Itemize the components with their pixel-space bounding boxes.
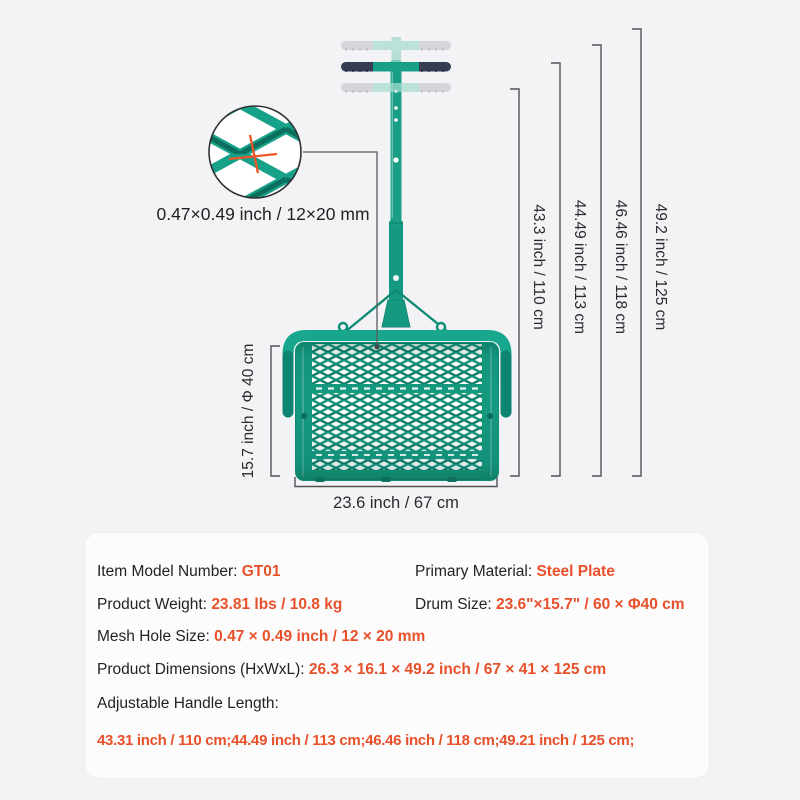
drum-roller: [296, 343, 498, 482]
handle-bar-ghost-bottom: [341, 83, 451, 92]
spec-label: Mesh Hole Size:: [97, 628, 215, 645]
spec-value: GT01: [241, 563, 281, 580]
handle-height-label-1: 43.3 inch / 110 cm: [530, 204, 547, 330]
spec-value: 23.81 lbs / 10.8 kg: [211, 596, 343, 613]
spec-value: 26.3 × 16.1 × 49.2 inch / 67 × 41 × 125 cm: [308, 661, 607, 678]
spec-label: Drum Size:: [415, 596, 496, 613]
spec-drum-size: [415, 594, 685, 616]
handle-height-label-3: 46.46 inch / 118 cm: [612, 199, 629, 335]
spec-adjustable-handle-length: [97, 693, 279, 715]
spec-handle-length-values: [97, 730, 634, 752]
drum-width-label: 23.6 inch / 67 cm: [333, 494, 459, 512]
handle-height-line-3: [592, 45, 601, 476]
spec-value: 43.31 inch / 110 cm;44.49 inch / 113 cm;46.46 inch / 118 cm;49.21 inch / 125 cm;: [97, 732, 635, 749]
handle-height-line-1: [510, 89, 519, 476]
handle-bar-ghost-top: [341, 37, 451, 64]
handle-height-line-2: [551, 63, 560, 476]
spec-label: Primary Material:: [415, 563, 537, 580]
spec-label: Item Model Number:: [97, 563, 242, 580]
spec-label: Adjustable Handle Length:: [97, 695, 279, 712]
spec-value: Steel Plate: [536, 563, 615, 580]
spec-label: Product Weight:: [97, 596, 212, 613]
spec-product-dimensions: [97, 659, 606, 681]
spec-product-weight: [97, 594, 342, 616]
spec-label: Product Dimensions (HxWxL):: [97, 661, 309, 678]
spec-value: 23.6"×15.7" / 60 × Φ40 cm: [495, 596, 685, 613]
spec-value: 0.47 × 0.49 inch / 12 × 20 mm: [214, 628, 426, 645]
handle-bars: [341, 37, 451, 92]
leader-dot: [375, 345, 380, 350]
specs-panel: [85, 533, 709, 778]
handle-pole: [382, 60, 410, 327]
spec-primary-material: [415, 561, 615, 583]
mesh-detail-callout: [156, 102, 379, 350]
handle-height-label-4: 49.2 inch / 125 cm: [652, 203, 669, 331]
mesh-detail-label: 0.47×0.49 inch / 12×20 mm: [156, 204, 370, 224]
spec-mesh-hole-size: [97, 626, 425, 648]
spec-item-model: [97, 561, 280, 583]
handle-height-label-2: 44.49 inch / 113 cm: [571, 199, 588, 335]
drum-height-label: 15.7 inch / Φ 40 cm: [240, 343, 257, 479]
handle-height-line-4: [632, 29, 641, 476]
drum-height-bracket: [271, 346, 280, 476]
handle-bar-current: [341, 62, 451, 72]
